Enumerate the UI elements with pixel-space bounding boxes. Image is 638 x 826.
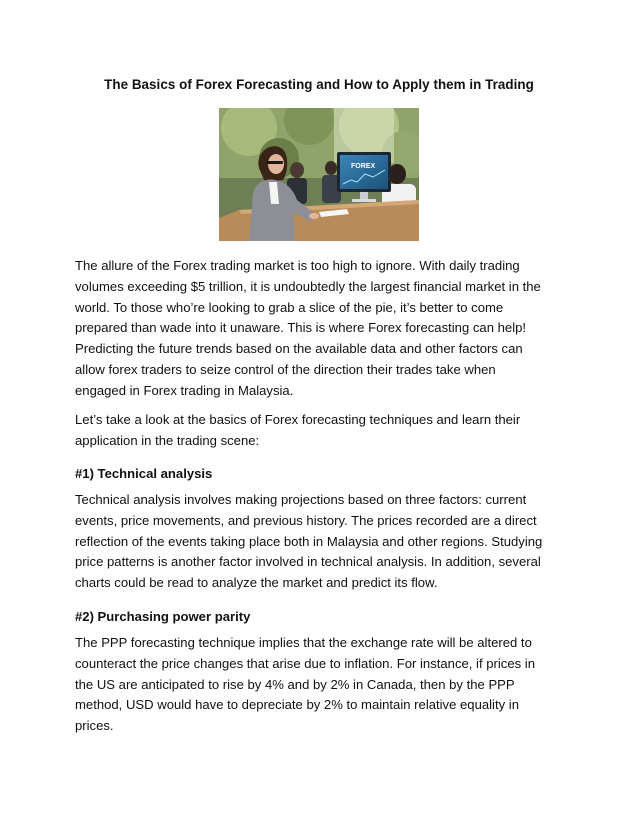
section1-line: reflection of the events taking place both in Malaysia and other regions. Studying (75, 533, 543, 549)
intro-line: prepared than wade into it unaware. This is where Forex forecasting can help! (75, 320, 527, 336)
technical-analysis-paragraph (75, 490, 575, 594)
intro-line: volumes exceeding $5 trillion, it is undoubtedly the largest financial market in the (75, 278, 541, 294)
intro-line: allow forex traders to seize control of the direction their trades take when (75, 361, 496, 377)
section2-line: The PPP forecasting technique implies that the exchange rate will be altered to (75, 635, 532, 650)
intro-line: The allure of the Forex trading market is too high to ignore. With daily trading (75, 258, 520, 273)
section1-line: charts could be read to analyze the market and predict its flow. (75, 575, 438, 591)
lead-line: application in the trading scene: (75, 432, 260, 448)
section1-line: price patterns is another factor involved in technical analysis. In addition, several (75, 554, 541, 570)
intro-line: engaged in Forex trading in Malaysia. (75, 382, 294, 398)
section-heading-technical-analysis: #1) Technical analysis (75, 466, 213, 481)
lead-paragraph (75, 410, 575, 452)
intro-line: world. To those who’re looking to grab a slice of the pie, it’s better to come (75, 299, 504, 315)
lead-line: Let’s take a look at the basics of Forex forecasting techniques and learn their (75, 412, 521, 427)
section2-line: prices. (75, 718, 114, 734)
document-title: The Basics of Forex Forecasting and How to Apply them in Trading (104, 77, 534, 92)
monitor-forex-text: FOREX (351, 163, 376, 170)
intro-line: Predicting the future trends based on the available data and other factors can (75, 341, 523, 357)
section2-line: the US are anticipated to rise by 4% and by 2% in Canada, then by the PPP (75, 676, 515, 692)
section1-line: events, price movements, and previous history. The prices recorded are a direct (75, 512, 537, 528)
section2-line: counteract the price changes that arise due to inflation. For instance, if prices in (75, 655, 535, 671)
section-heading-purchasing-power-parity: #2) Purchasing power parity (75, 609, 251, 624)
section2-line: method, USD would have to depreciate by 2% to maintain relative equality in (75, 697, 519, 713)
intro-paragraph (75, 256, 575, 402)
section1-line: Technical analysis involves making projections based on three factors: current (75, 492, 527, 507)
purchasing-power-parity-paragraph (75, 633, 575, 737)
office-photo (219, 108, 419, 241)
